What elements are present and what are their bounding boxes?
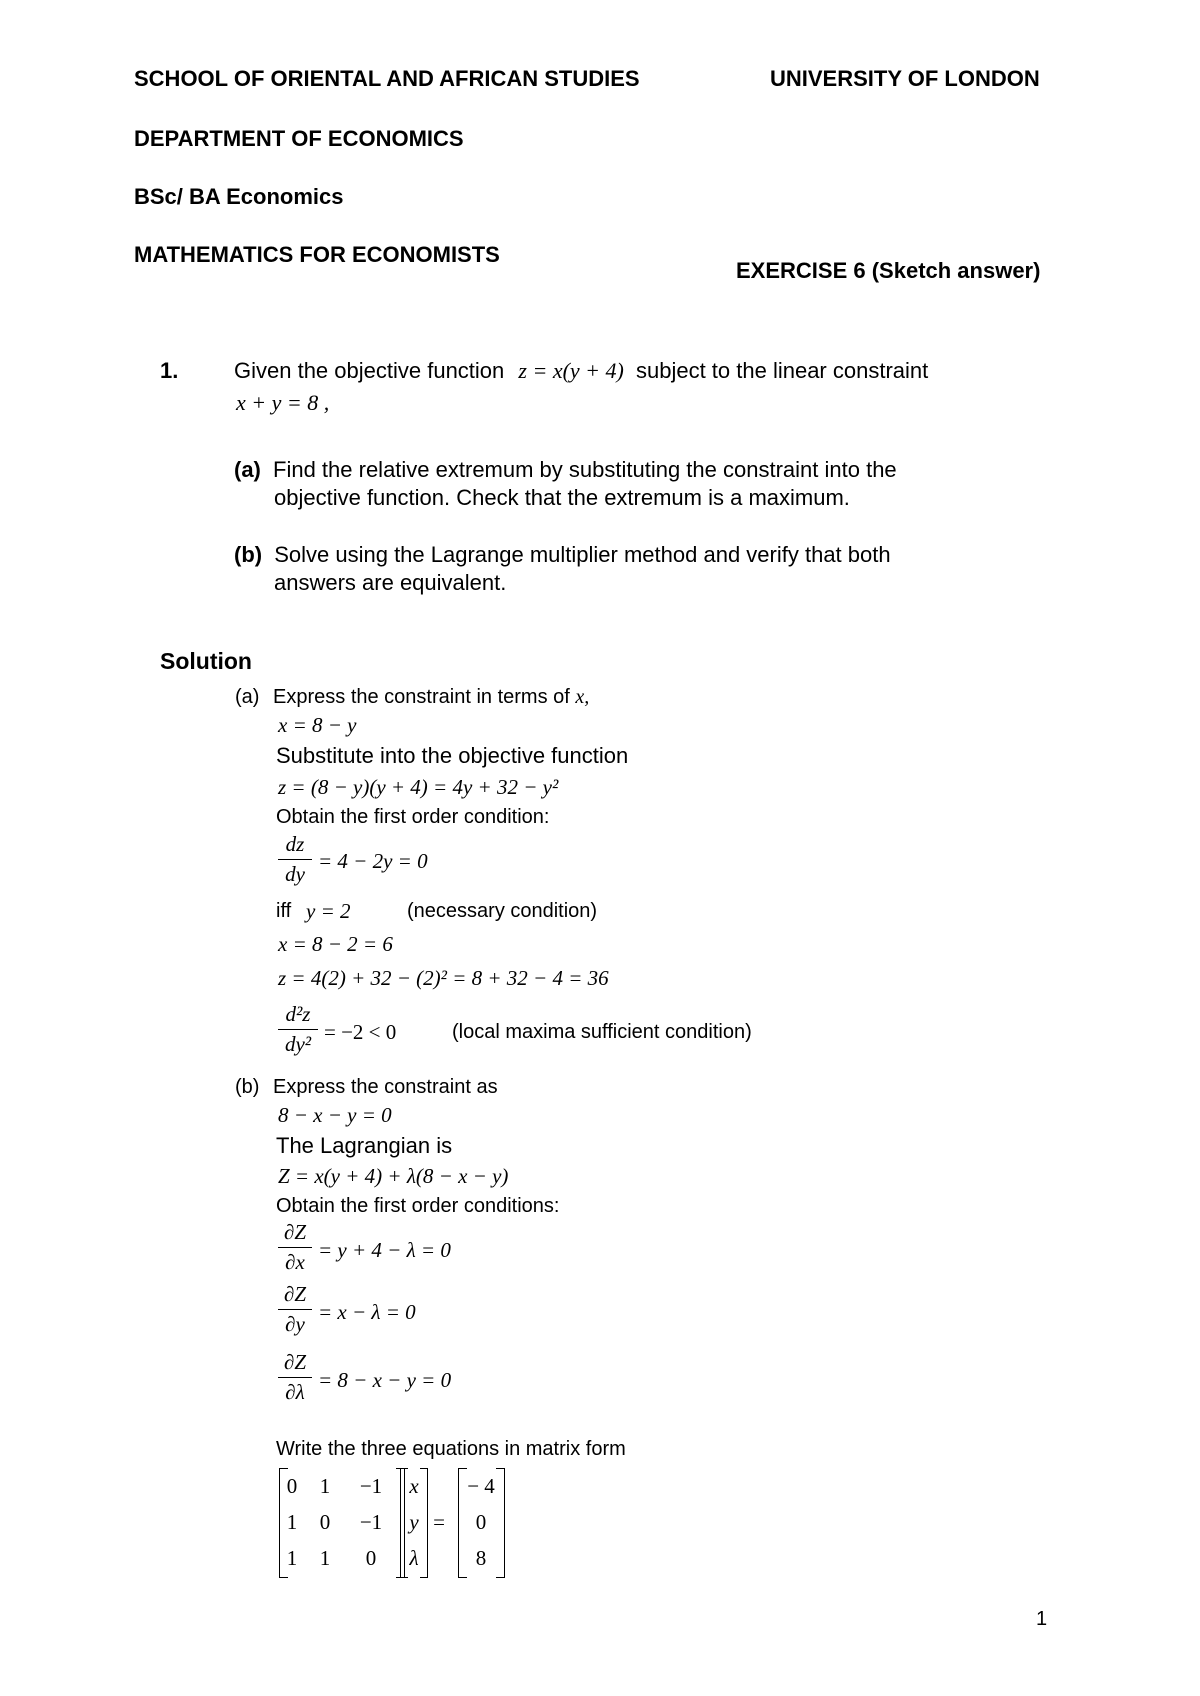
part-a-line2: objective function. Check that the extremum is a maximum. bbox=[274, 485, 850, 510]
course-title: MATHEMATICS FOR ECONOMISTS bbox=[134, 242, 500, 267]
lagrangian-expression: Z = x(y + 4) + λ(8 − x − y) bbox=[278, 1164, 509, 1188]
x-expression: x = 8 − y bbox=[278, 713, 357, 737]
department-name: DEPARTMENT OF ECONOMICS bbox=[134, 126, 464, 151]
vector-cell: λ bbox=[409, 1546, 419, 1570]
iff-label: iff bbox=[276, 900, 292, 922]
partial-x-equation: = y + 4 − λ = 0 bbox=[318, 1238, 451, 1262]
partial-lambda-equation: = 8 − x − y = 0 bbox=[318, 1368, 452, 1392]
matrix-cell: 1 bbox=[319, 1546, 331, 1570]
x-value: x = 8 − 2 = 6 bbox=[278, 932, 393, 956]
matrix-cell: 0 bbox=[319, 1510, 331, 1534]
lagrangian-text: The Lagrangian is bbox=[276, 1133, 453, 1158]
matrix-cell: 1 bbox=[286, 1510, 298, 1534]
vector-cell: 8 bbox=[475, 1546, 487, 1570]
matrix-intro: Write the three equations in matrix form bbox=[276, 1438, 626, 1460]
foc-text: Obtain the first order condition: bbox=[276, 806, 550, 828]
y-value: y = 2 bbox=[306, 899, 351, 923]
b-constraint: 8 − x − y = 0 bbox=[278, 1103, 392, 1127]
equals-sign: = bbox=[433, 1510, 445, 1534]
vector-cell: x bbox=[409, 1474, 419, 1498]
solution-b-intro: (b) Express the constraint as bbox=[235, 1076, 498, 1098]
part-a: (a) Find the relative extremum by substituting the constraint into the bbox=[234, 457, 897, 482]
matrix-cell: −1 bbox=[359, 1510, 383, 1534]
page-number: 1 bbox=[1036, 1608, 1048, 1630]
dz-dy-equation: = 4 − 2y = 0 bbox=[318, 849, 428, 873]
partial-x-fraction: ∂Z ∂x bbox=[278, 1220, 312, 1275]
matrix-cell: −1 bbox=[359, 1474, 383, 1498]
z-expression: z = (8 − y)(y + 4) = 4y + 32 − y² bbox=[278, 775, 559, 799]
vector-cell: y bbox=[409, 1510, 419, 1534]
second-derivative-fraction: d²z dy² bbox=[278, 1002, 318, 1057]
dz-dy-fraction: dz dy bbox=[278, 832, 312, 887]
necessary-condition: (necessary condition) bbox=[407, 900, 598, 922]
part-b-line2: answers are equivalent. bbox=[274, 570, 507, 595]
question-number: 1. bbox=[160, 358, 179, 383]
sufficient-condition: (local maxima sufficient condition) bbox=[452, 1021, 752, 1043]
constraint-equation: x + y = 8 , bbox=[236, 390, 330, 415]
partial-lambda-fraction: ∂Z ∂λ bbox=[278, 1350, 312, 1405]
partial-y-fraction: ∂Z ∂y bbox=[278, 1282, 312, 1337]
vector-cell: − 4 bbox=[467, 1474, 495, 1498]
second-derivative-equation: = −2 < 0 bbox=[324, 1020, 397, 1044]
vector-cell: 0 bbox=[475, 1510, 487, 1534]
focs-text: Obtain the first order conditions: bbox=[276, 1195, 560, 1217]
school-name: SCHOOL OF ORIENTAL AND AFRICAN STUDIES bbox=[134, 66, 640, 91]
objective-function: z = x(y + 4) bbox=[518, 358, 624, 383]
matrix-cell: 1 bbox=[319, 1474, 331, 1498]
programme-name: BSc/ BA Economics bbox=[134, 184, 344, 209]
matrix-cell: 0 bbox=[286, 1474, 298, 1498]
university-name: UNIVERSITY OF LONDON bbox=[770, 66, 1040, 91]
matrix-cell: 0 bbox=[365, 1546, 377, 1570]
partial-y-equation: = x − λ = 0 bbox=[318, 1300, 416, 1324]
substitute-text: Substitute into the objective function bbox=[276, 743, 629, 768]
question-intro: Given the objective function z = x(y + 4) subject to the linear constraint bbox=[234, 358, 929, 383]
exercise-title: EXERCISE 6 (Sketch answer) bbox=[736, 258, 1041, 283]
part-b: (b) Solve using the Lagrange multiplier method and verify that both bbox=[234, 542, 891, 567]
solution-a-intro: (a) Express the constraint in terms of x, bbox=[235, 686, 590, 708]
solution-heading: Solution bbox=[160, 648, 252, 674]
matrix-cell: 1 bbox=[286, 1546, 298, 1570]
z-value: z = 4(2) + 32 − (2)² = 8 + 32 − 4 = 36 bbox=[278, 966, 609, 990]
